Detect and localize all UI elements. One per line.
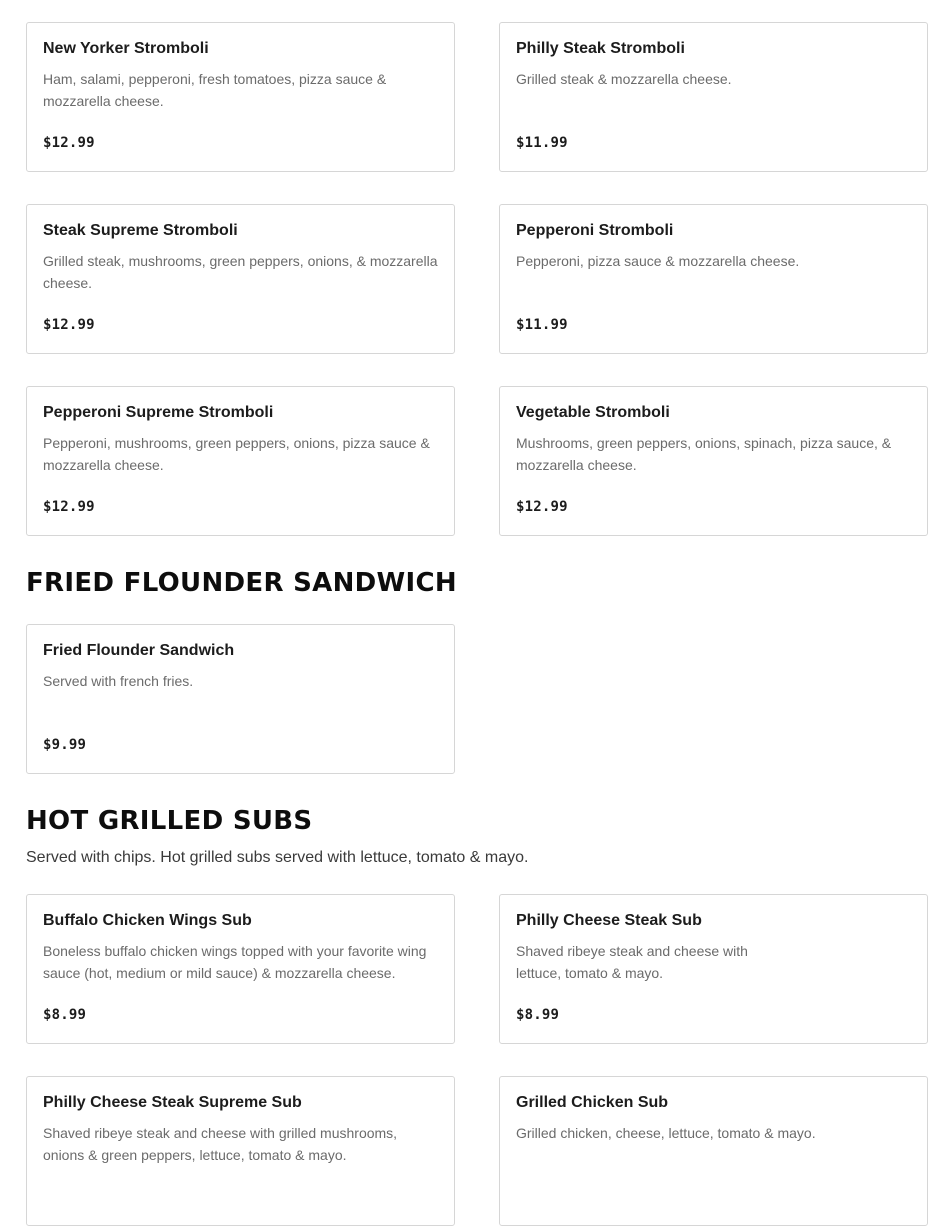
menu-item-description: Boneless buffalo chicken wings topped with your favorite wing sauce (hot, medium or mild sauce) & mozzarella cheese.: [43, 943, 427, 981]
menu-item-name: Philly Cheese Steak Supreme Sub: [43, 1094, 302, 1111]
menu-item-name: Steak Supreme Stromboli: [43, 222, 238, 239]
menu-item-card[interactable]: [499, 386, 928, 536]
menu-item-name: Grilled Chicken Sub: [516, 1094, 669, 1111]
section-title: FRIED FLOUNDER SANDWICH: [26, 568, 457, 598]
section-description: Served with chips. Hot grilled subs served with lettuce, tomato & mayo.: [26, 849, 529, 866]
menu-item-card[interactable]: [499, 22, 928, 172]
menu-item-card[interactable]: [26, 204, 455, 354]
menu-item-description: Ham, salami, pepperoni, fresh tomatoes, pizza sauce & mozzarella cheese.: [43, 71, 387, 109]
menu-item-description: Grilled steak, mushrooms, green peppers, onions, & mozzarella cheese.: [43, 253, 438, 291]
menu-item-card[interactable]: [499, 894, 928, 1044]
menu-item-name: Vegetable Stromboli: [516, 404, 670, 421]
menu-item-card[interactable]: [26, 624, 455, 774]
menu-item-card[interactable]: [26, 894, 455, 1044]
menu-item-description: Shaved ribeye steak and cheese with lettuce, tomato & mayo.: [516, 943, 748, 981]
menu-item-card[interactable]: [26, 22, 455, 172]
menu-item-price: $11.99: [516, 317, 568, 333]
menu-item-description: Grilled steak & mozzarella cheese.: [516, 71, 732, 87]
menu-item-name: Fried Flounder Sandwich: [43, 642, 235, 659]
menu-item-name: Pepperoni Supreme Stromboli: [43, 404, 274, 421]
menu-item-name: Philly Cheese Steak Sub: [516, 912, 702, 929]
menu-item-price: $12.99: [43, 317, 95, 333]
menu-item-description: Pepperoni, mushrooms, green peppers, onions, pizza sauce & mozzarella cheese.: [43, 435, 430, 473]
menu-item-description: Mushrooms, green peppers, onions, spinach, pizza sauce, & mozzarella cheese.: [516, 435, 892, 473]
menu-item-price: $12.99: [516, 499, 568, 515]
menu-item-price: $11.99: [516, 135, 568, 151]
menu-item-description: Grilled chicken, cheese, lettuce, tomato & mayo.: [516, 1125, 816, 1141]
menu-item-price: $12.99: [43, 499, 95, 515]
menu-item-card[interactable]: [499, 204, 928, 354]
menu-item-price: $9.99: [43, 737, 87, 753]
menu-item-price: $12.99: [43, 135, 95, 151]
menu-item-card[interactable]: [26, 386, 455, 536]
menu-item-name: Pepperoni Stromboli: [516, 222, 674, 239]
menu-item-name: Philly Steak Stromboli: [516, 40, 685, 57]
menu-item-card[interactable]: [499, 1076, 928, 1226]
menu-item-description: Served with french fries.: [43, 673, 194, 689]
menu-item-price: $8.99: [516, 1007, 560, 1023]
menu-item-name: New Yorker Stromboli: [43, 40, 209, 57]
menu-item-description: Shaved ribeye steak and cheese with grilled mushrooms, onions & green peppers, lettuce, tomato & mayo.: [43, 1125, 398, 1163]
menu-item-name: Buffalo Chicken Wings Sub: [43, 912, 252, 929]
section-title: HOT GRILLED SUBS: [26, 806, 313, 836]
menu-item-price: $8.99: [43, 1007, 87, 1023]
menu-item-card[interactable]: [26, 1076, 455, 1226]
menu-item-description: Pepperoni, pizza sauce & mozzarella cheese.: [516, 253, 800, 269]
